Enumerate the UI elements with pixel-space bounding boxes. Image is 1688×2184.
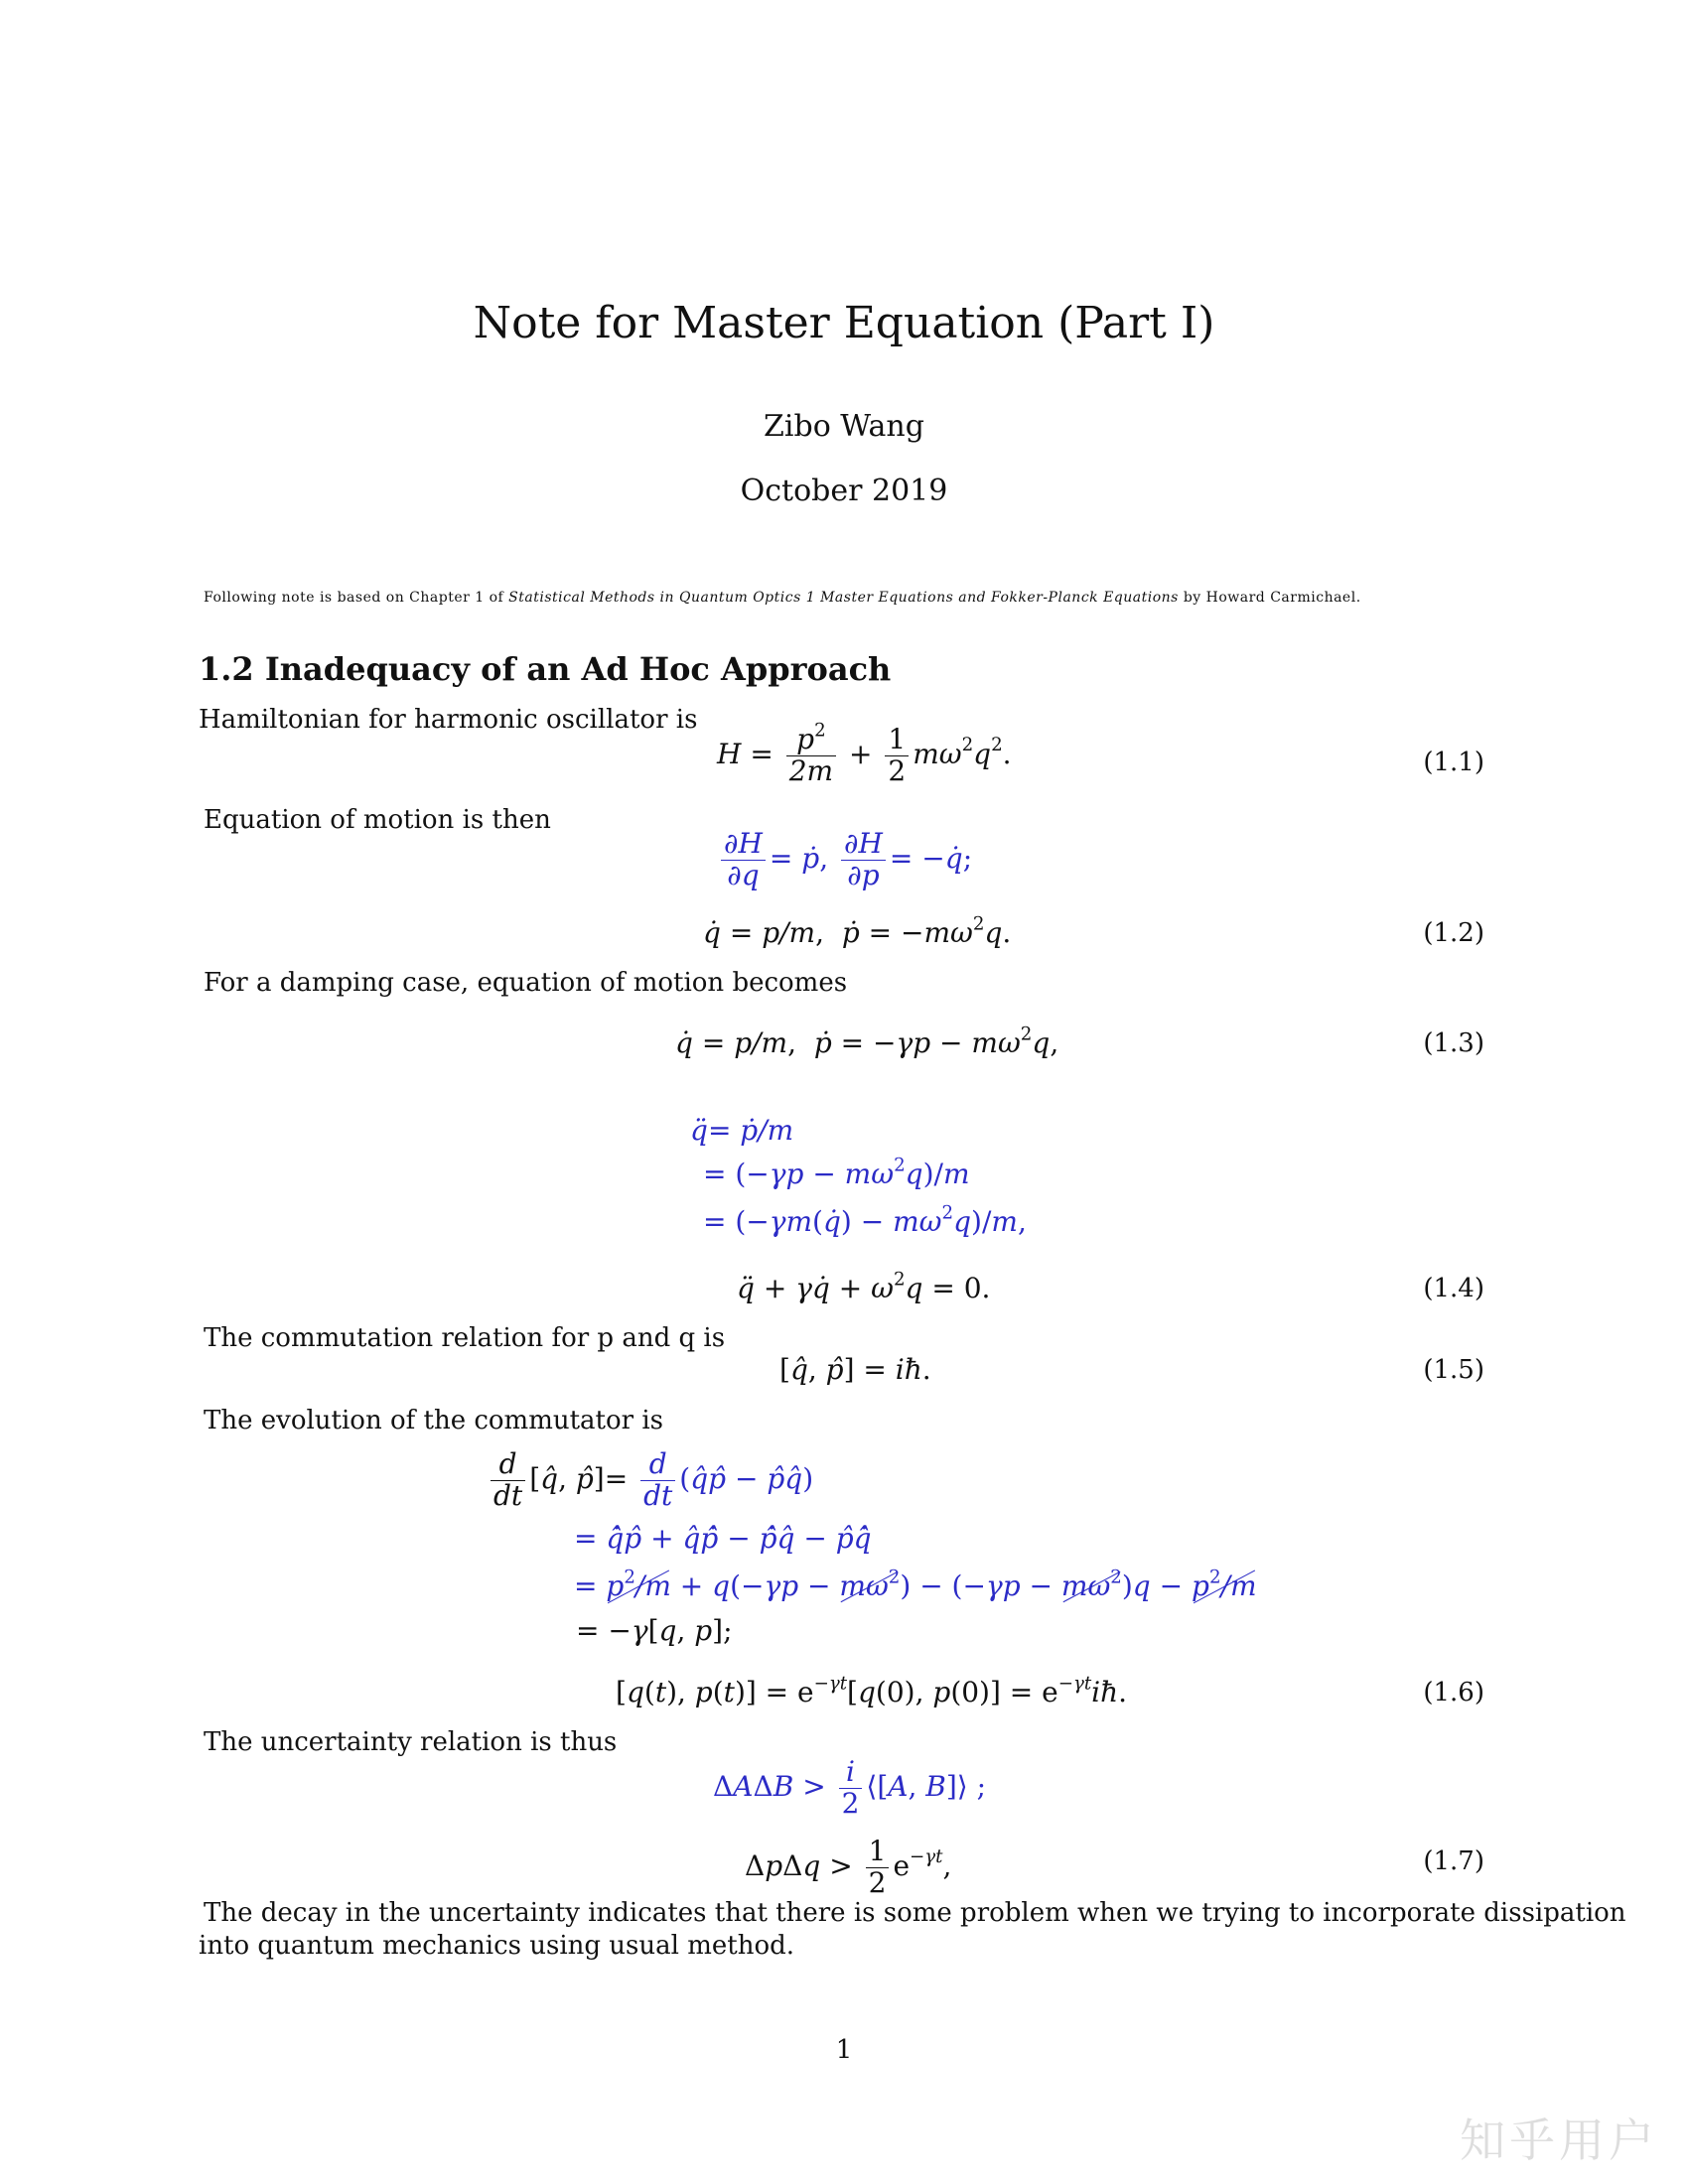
equation-number: (1.2) xyxy=(1423,918,1484,948)
annotation-commutator-line-4: = −γ[q, p]; xyxy=(576,1614,733,1647)
equation-number: (1.7) xyxy=(1423,1846,1484,1876)
equation-1-5: [q̂, p̂] = iħ. xyxy=(779,1353,931,1386)
annotation-derivation-line-3: = (−γm(q̇) − $m\omega^2q)/m$, xyxy=(703,1202,1027,1238)
annotation-commutator-line-2: = q̂̇p̂ + q̂p̂̇ − p̂̇q̂ − p̂q̂̇ xyxy=(574,1522,872,1555)
annotation-commutator-line-3: = $p^2/m + q(-\gamma p - m\omega^2) - (-\gamma p - m\omega^2)q - p^2/m$ xyxy=(574,1567,1257,1602)
page-title: Note for Master Equation (Part I) xyxy=(473,298,1215,348)
equation-1-2: q̇ = p/m, ṗ = $-m\omega^2q$. xyxy=(703,913,1012,949)
annotation-uncertainty-general: ΔAΔB > $\frac{i}{2}$ ⟨[A, B]⟩ ; xyxy=(713,1755,987,1820)
source-note xyxy=(204,590,1361,606)
paragraph-5: The evolution of the commutator is xyxy=(204,1406,664,1435)
equation-1-3: q̇ = p/m, ṗ = $-\gamma p - m\omega^2q$, xyxy=(675,1024,1059,1059)
annotation-commutator-line-1: $\frac{d}{dt}$ [q̂, p̂]= $\frac{d}{dt}$ (q̂p̂ − p̂q̂) xyxy=(487,1449,813,1512)
note-book-title: Statistical Methods in Quantum Optics 1 Master Equations and Fokker-Planck Equations xyxy=(508,590,1179,606)
section-heading: 1.2 Inadequacy of an Ad Hoc Approach xyxy=(199,650,892,688)
paragraph-1: Hamiltonian for harmonic oscillator is xyxy=(199,705,698,735)
paragraph-7-line-1: The decay in the uncertainty indicates that there is some problem when we trying to incorporate dissipation xyxy=(204,1898,1626,1928)
equation-number: (1.1) xyxy=(1423,748,1484,777)
annotation-derivation-line-1: q̈= ṗ/m xyxy=(690,1114,794,1147)
page-number: 1 xyxy=(835,2035,853,2065)
annotation-hamilton-equations: $\frac{\partial H}{\partial q}$ = ṗ, $\frac{\partial H}{\partial p}$ = −q̇; xyxy=(717,829,972,891)
annotation-derivation-line-2: = $(-\gamma p - m\omega^2q)/m$ xyxy=(703,1155,970,1190)
paragraph-4: The commutation relation for p and q is xyxy=(204,1323,726,1353)
equation-number: (1.6) xyxy=(1423,1678,1484,1707)
equation-1-6: [q(t), $p(t)] = e^{-\gamma t}[q(0)$, $p(0)] = e^{-\gamma t}iħ$. xyxy=(616,1673,1128,1708)
equation-1-1: H = $\frac{p^2}{2m}$ + $\frac{1}{2}$ $m\omega^2q^2$. xyxy=(717,720,1012,787)
paragraph-7-line-2: into quantum mechanics using usual method. xyxy=(199,1931,795,1961)
paragraph-3: For a damping case, equation of motion becomes xyxy=(204,968,848,998)
equation-number: (1.5) xyxy=(1423,1355,1484,1385)
note-suffix: by Howard Carmichael. xyxy=(1183,590,1361,606)
equation-1-7: ΔpΔq > $\frac{1}{2}$ $e^{-\gamma t}$, xyxy=(745,1835,952,1899)
equation-number: (1.3) xyxy=(1423,1028,1484,1058)
equation-1-4: q̈ + γq̇ + $\omega^2q = 0$. xyxy=(737,1269,991,1304)
note-prefix: Following note is based on Chapter 1 of xyxy=(204,590,504,606)
paragraph-2: Equation of motion is then xyxy=(204,805,551,835)
paragraph-6: The uncertainty relation is thus xyxy=(204,1727,618,1757)
date: October 2019 xyxy=(740,474,948,508)
watermark: 知乎用户 xyxy=(1460,2114,1658,2167)
equation-number: (1.4) xyxy=(1423,1274,1484,1303)
author: Zibo Wang xyxy=(764,409,924,444)
